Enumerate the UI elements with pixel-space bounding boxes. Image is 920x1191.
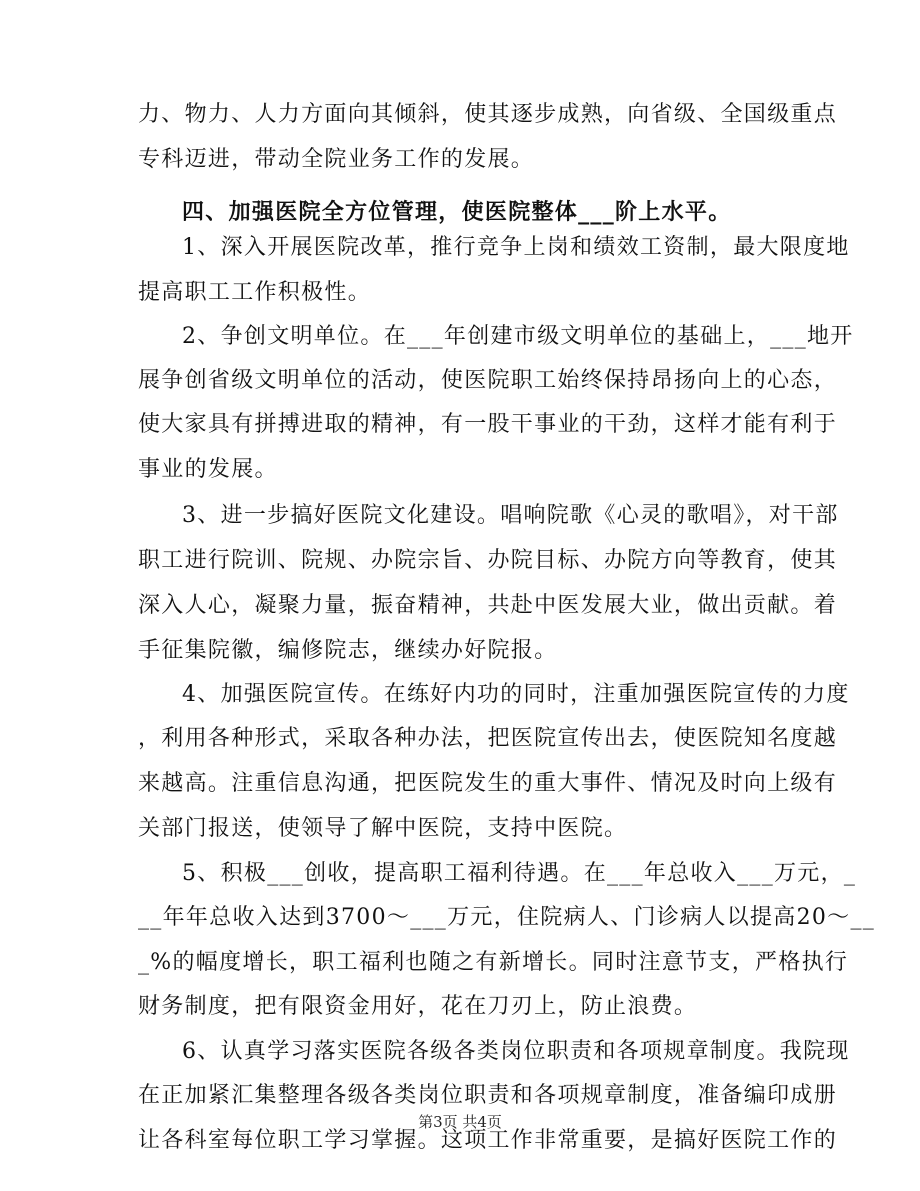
page-number-footer: 第3页 共4页: [418, 1113, 502, 1131]
text-line: 财务制度，把有限资金用好，花在刀刃上，防止浪费。: [138, 994, 698, 1019]
text-line: 提高职工工作积极性。: [138, 280, 372, 305]
text-line: 关部门报送，使领导了解中医院，支持中医院。: [138, 816, 628, 841]
section-heading: 四、加强医院全方位管理，使医院整体___阶上水平。: [182, 199, 732, 225]
paragraph-first-line: 3、进一步搞好医院文化建设。唱响院歌《心灵的歌唱》，对干部: [182, 503, 839, 528]
text-line: 事业的发展。: [138, 457, 278, 482]
text-line: 在正加紧汇集整理各级各类岗位职责和各项规章制度，准备编印成册: [138, 1083, 838, 1108]
text-line: ，利用各种形式，采取各种办法，把医院宣传出去，使医院知名度越: [138, 726, 838, 751]
paragraph-first-line: 1、深入开展医院改革，推行竞争上岗和绩效工资制，最大限度地: [182, 235, 850, 260]
paragraph-first-line: 5、积极___创收，提高职工福利待遇。在___年总收入___万元，_: [182, 861, 857, 886]
text-line: _%的幅度增长，职工福利也随之有新增长。同时注意节支，严格执行: [138, 950, 849, 975]
text-line: 专科迈进，带动全院业务工作的发展。: [138, 147, 535, 172]
text-line: 力、物力、人力方面向其倾斜，使其逐步成熟，向省级、全国级重点: [138, 102, 838, 127]
text-line: 使大家具有拼搏进取的精神，有一股干事业的干劲，这样才能有利于: [138, 412, 838, 437]
text-line: 让各科室每位职工学习掌握。这项工作非常重要，是搞好医院工作的: [138, 1128, 838, 1153]
text-line: 展争创省级文明单位的活动，使医院职工始终保持昂扬向上的心态，: [138, 368, 838, 393]
text-line: 来越高。注重信息沟通，把医院发生的重大事件、情况及时向上级有: [138, 771, 838, 796]
text-line: 职工进行院训、院规、办院宗旨、办院目标、办院方向等教育，使其: [138, 548, 838, 573]
text-line: 深入人心，凝聚力量，振奋精神，共赴中医发展大业，做出贡献。着: [138, 593, 838, 618]
paragraph-first-line: 2、争创文明单位。在___年创建市级文明单位的基础上，___地开: [182, 324, 854, 349]
paragraph-first-line: 4、加强医院宣传。在练好内功的同时，注重加强医院宣传的力度: [182, 682, 850, 707]
paragraph-first-line: 6、认真学习落实医院各级各类岗位职责和各项规章制度。我院现: [182, 1039, 850, 1064]
text-line: 手征集院徽，编修院志，继续办好院报。: [138, 638, 558, 663]
text-line: __年年总收入达到3700～___万元，住院病人、门诊病人以提高20～__: [138, 905, 876, 930]
